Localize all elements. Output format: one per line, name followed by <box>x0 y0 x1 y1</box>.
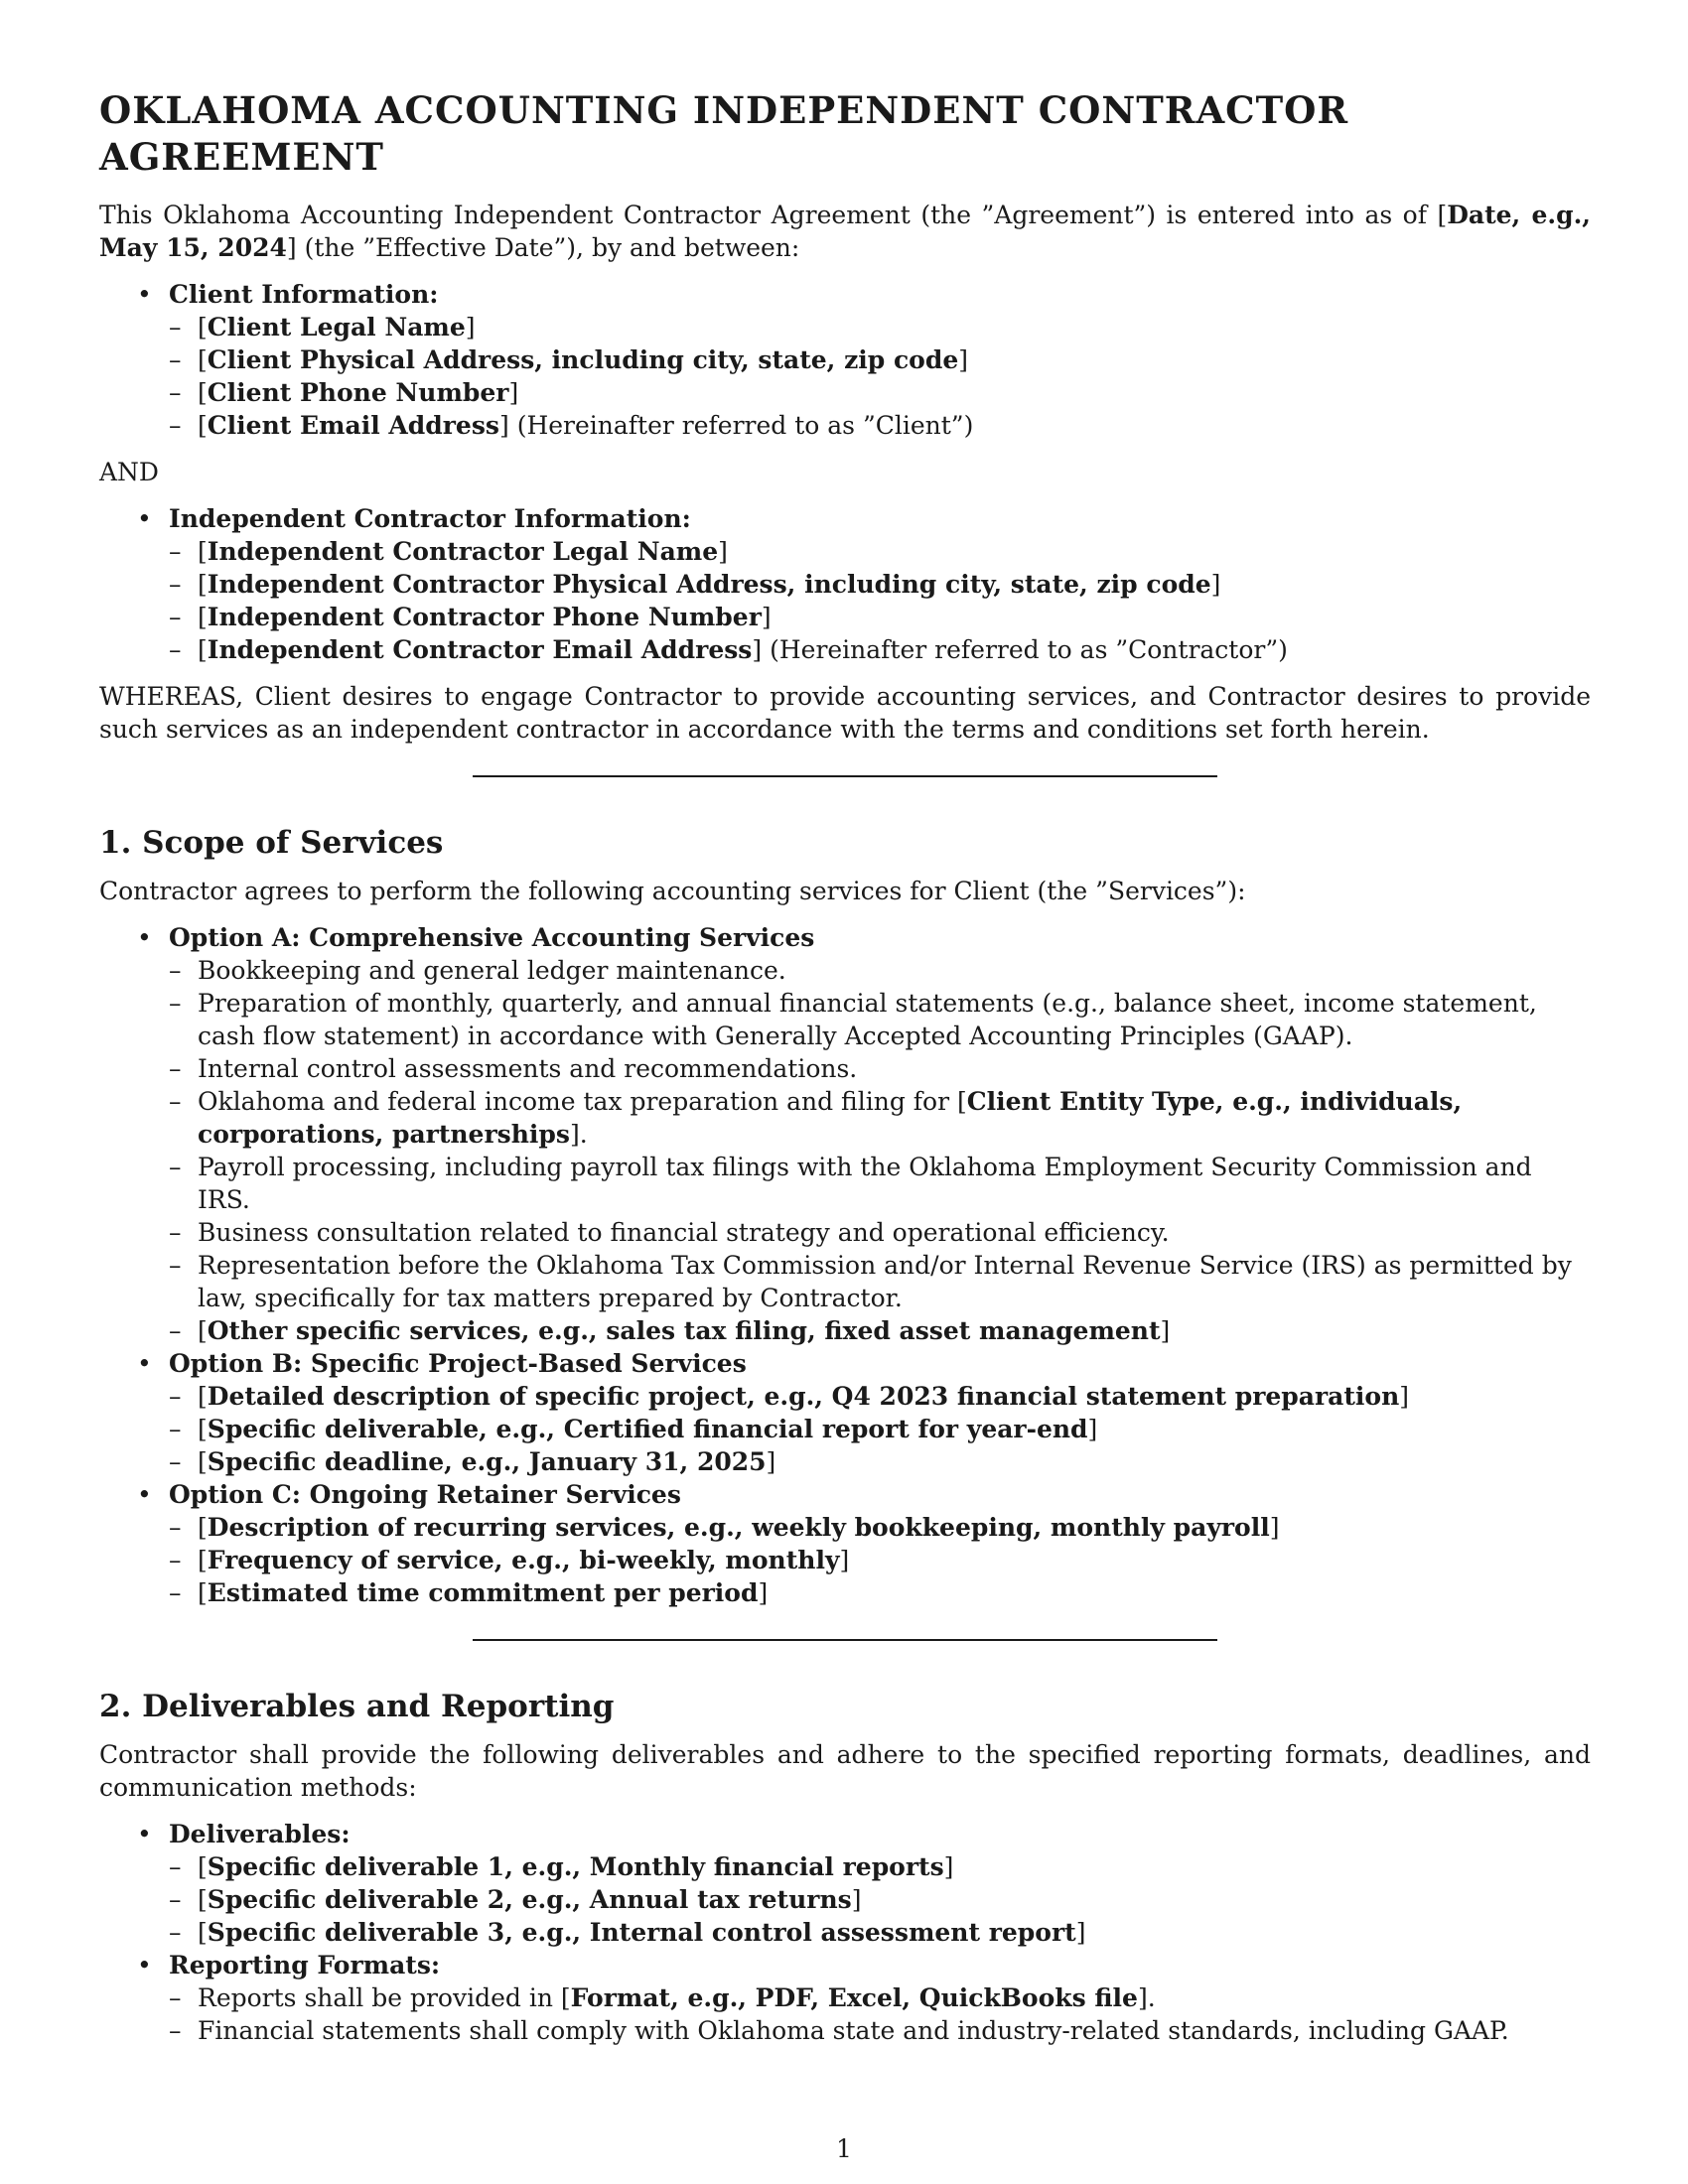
list-item: – [Specific deliverable 2, e.g., Annual tax returns] <box>169 1883 1591 1916</box>
section-1-heading: 1. Scope of Services <box>99 825 444 861</box>
list-item: – [Specific deliverable 3, e.g., Internal control assessment report] <box>169 1916 1591 1949</box>
list-item: – [Independent Contractor Legal Name] <box>169 535 1591 568</box>
client-phone-placeholder: Client Phone Number <box>207 378 509 407</box>
list-item: – [Independent Contractor Physical Address, including city, state, zip code] <box>169 568 1591 601</box>
document-body <box>99 87 1591 2061</box>
tax-text-end: ]. <box>569 1120 588 1149</box>
client-info-heading: Client Information: <box>169 280 439 309</box>
list-item: – [Estimated time commitment per period] <box>169 1576 1591 1609</box>
deliverable-1-placeholder: Specific deliverable 1, e.g., Monthly financial reports <box>207 1852 944 1881</box>
list-item <box>169 1981 1591 2014</box>
reporting-formats-item <box>99 1949 1591 2047</box>
project-description-placeholder: Detailed description of specific project, e.g., Q4 2023 financial statement preparation <box>207 1382 1400 1411</box>
intro-text-end: ] (the ”Effective Date”), by and between: <box>286 233 800 262</box>
deliverables-item <box>99 1818 1591 1949</box>
list-item: – Payroll processing, including payroll tax filings with the Oklahoma Employment Security Commission and IRS. <box>169 1151 1591 1216</box>
option-c-services <box>169 1511 1591 1609</box>
client-name-placeholder: Client Legal Name <box>207 313 466 341</box>
list-item: – Internal control assessments and recommendations. <box>169 1052 1591 1085</box>
reporting-formats-heading: Reporting Formats: <box>169 1951 441 1979</box>
list-item: – [Client Legal Name] <box>169 311 1591 343</box>
reporting-formats-fields <box>169 1981 1591 2047</box>
list-item: – [Frequency of service, e.g., bi-weekly, monthly] <box>169 1544 1591 1576</box>
contractor-name-placeholder: Independent Contractor Legal Name <box>207 537 719 566</box>
service-options-list <box>99 921 1591 1609</box>
deliverables-heading: Deliverables: <box>169 1820 351 1848</box>
project-deliverable-placeholder: Specific deliverable, e.g., Certified financial report for year-end <box>207 1415 1088 1443</box>
client-fields <box>169 311 1591 442</box>
option-b-services <box>169 1380 1591 1478</box>
deliverable-3-placeholder: Specific deliverable 3, e.g., Internal control assessment report <box>207 1918 1076 1947</box>
contractor-alias-note: (Hereinafter referred to as ”Contractor”) <box>762 635 1288 664</box>
effective-date-placeholder: Date, e.g., May 15, 2024 <box>99 201 1591 262</box>
option-a-item <box>99 921 1591 1347</box>
list-item: – Bookkeeping and general ledger maintenance. <box>169 954 1591 987</box>
list-item: – [Client Physical Address, including city, state, zip code] <box>169 343 1591 376</box>
list-item: – [Detailed description of specific project, e.g., Q4 2023 financial statement preparation] <box>169 1380 1591 1413</box>
intro-text-start: This Oklahoma Accounting Independent Contractor Agreement (the ”Agreement”) is entered into as of [ <box>99 201 1448 229</box>
section-2-intro: Contractor shall provide the following deliverables and adhere to the specified reporting formats, deadlines, and communication methods: <box>99 1740 1591 1802</box>
list-item: – Preparation of monthly, quarterly, and annual financial statements (e.g., balance sheet, income statement, cash flow statement) in accordance with Generally Accepted Accounting Principles (GAAP). <box>169 987 1591 1052</box>
client-alias-note: (Hereinafter referred to as ”Client”) <box>508 411 974 440</box>
list-item: – [Client Phone Number] <box>169 376 1591 409</box>
list-item: – [Specific deadline, e.g., January 31, 2025] <box>169 1445 1591 1478</box>
tax-text: Oklahoma and federal income tax preparation and filing for [ <box>198 1087 967 1116</box>
contractor-address-placeholder: Independent Contractor Physical Address, including city, state, zip code <box>207 570 1211 599</box>
section-1-intro: Contractor agrees to perform the following accounting services for Client (the ”Services”): <box>99 877 1246 905</box>
format-placeholder: Format, e.g., PDF, Excel, QuickBooks file <box>570 1983 1138 2012</box>
list-item: – Representation before the Oklahoma Tax Commission and/or Internal Revenue Service (IRS) as permitted by law, specifically for tax matters prepared by Contractor. <box>169 1249 1591 1314</box>
list-item: – [Independent Contractor Email Address] (Hereinafter referred to as ”Contractor”) <box>169 633 1591 666</box>
document-title: OKLAHOMA ACCOUNTING INDEPENDENT CONTRACTOR AGREEMENT <box>99 88 1349 179</box>
contractor-info-item <box>99 502 1591 666</box>
section-divider <box>473 775 1217 777</box>
list-item: – Financial statements shall comply with Oklahoma state and industry-related standards, including GAAP. <box>169 2014 1591 2047</box>
list-item: – [Independent Contractor Phone Number] <box>169 601 1591 633</box>
format-text-end: ]. <box>1137 1983 1156 2012</box>
whereas-paragraph: WHEREAS, Client desires to engage Contractor to provide accounting services, and Contractor desires to provide such services as an independent contractor in accordance with the terms and conditions set forth herein. <box>99 682 1591 744</box>
section-divider <box>473 1639 1217 1641</box>
client-info-item <box>99 278 1591 442</box>
option-b-item <box>99 1347 1591 1478</box>
list-item: – [Other specific services, e.g., sales tax filing, fixed asset management] <box>169 1314 1591 1347</box>
contractor-phone-placeholder: Independent Contractor Phone Number <box>207 603 762 631</box>
recurring-services-placeholder: Description of recurring services, e.g., weekly bookkeeping, monthly payroll <box>207 1513 1270 1542</box>
list-item: – [Description of recurring services, e.g., weekly bookkeeping, monthly payroll] <box>169 1511 1591 1544</box>
intro-paragraph <box>99 199 1591 264</box>
contractor-email-placeholder: Independent Contractor Email Address <box>207 635 753 664</box>
page-number: 1 <box>836 2134 852 2163</box>
option-c-heading: Option C: Ongoing Retainer Services <box>169 1480 681 1509</box>
client-email-placeholder: Client Email Address <box>207 411 499 440</box>
contractor-fields <box>169 535 1591 666</box>
deliverables-fields <box>169 1850 1591 1949</box>
service-frequency-placeholder: Frequency of service, e.g., bi-weekly, monthly <box>207 1546 840 1574</box>
deliverable-2-placeholder: Specific deliverable 2, e.g., Annual tax returns <box>207 1885 852 1914</box>
format-text: Reports shall be provided in [ <box>198 1983 571 2012</box>
section-2-heading: 2. Deliverables and Reporting <box>99 1689 615 1724</box>
contractor-info-heading: Independent Contractor Information: <box>169 504 691 533</box>
list-item <box>169 1085 1591 1151</box>
list-item: – [Specific deliverable, e.g., Certified financial report for year-end] <box>169 1413 1591 1445</box>
other-services-placeholder: Other specific services, e.g., sales tax filing, fixed asset management <box>207 1316 1161 1345</box>
list-item: – Business consultation related to financial strategy and operational efficiency. <box>169 1216 1591 1249</box>
client-info-list <box>99 278 1591 442</box>
deliverables-list <box>99 1818 1591 2047</box>
list-item: – [Client Email Address] (Hereinafter referred to as ”Client”) <box>169 409 1591 442</box>
contractor-info-list <box>99 502 1591 666</box>
option-c-item <box>99 1478 1591 1609</box>
project-deadline-placeholder: Specific deadline, e.g., January 31, 2025 <box>207 1447 767 1476</box>
list-item: – [Specific deliverable 1, e.g., Monthly financial reports] <box>169 1850 1591 1883</box>
option-a-services <box>169 954 1591 1347</box>
option-a-heading: Option A: Comprehensive Accounting Services <box>169 923 815 952</box>
entity-type-placeholder: Client Entity Type, e.g., individuals, corporations, partnerships <box>198 1087 1463 1149</box>
client-address-placeholder: Client Physical Address, including city, state, zip code <box>207 345 959 374</box>
option-b-heading: Option B: Specific Project-Based Services <box>169 1349 747 1378</box>
time-commitment-placeholder: Estimated time commitment per period <box>207 1578 759 1607</box>
and-separator: AND <box>99 458 159 486</box>
